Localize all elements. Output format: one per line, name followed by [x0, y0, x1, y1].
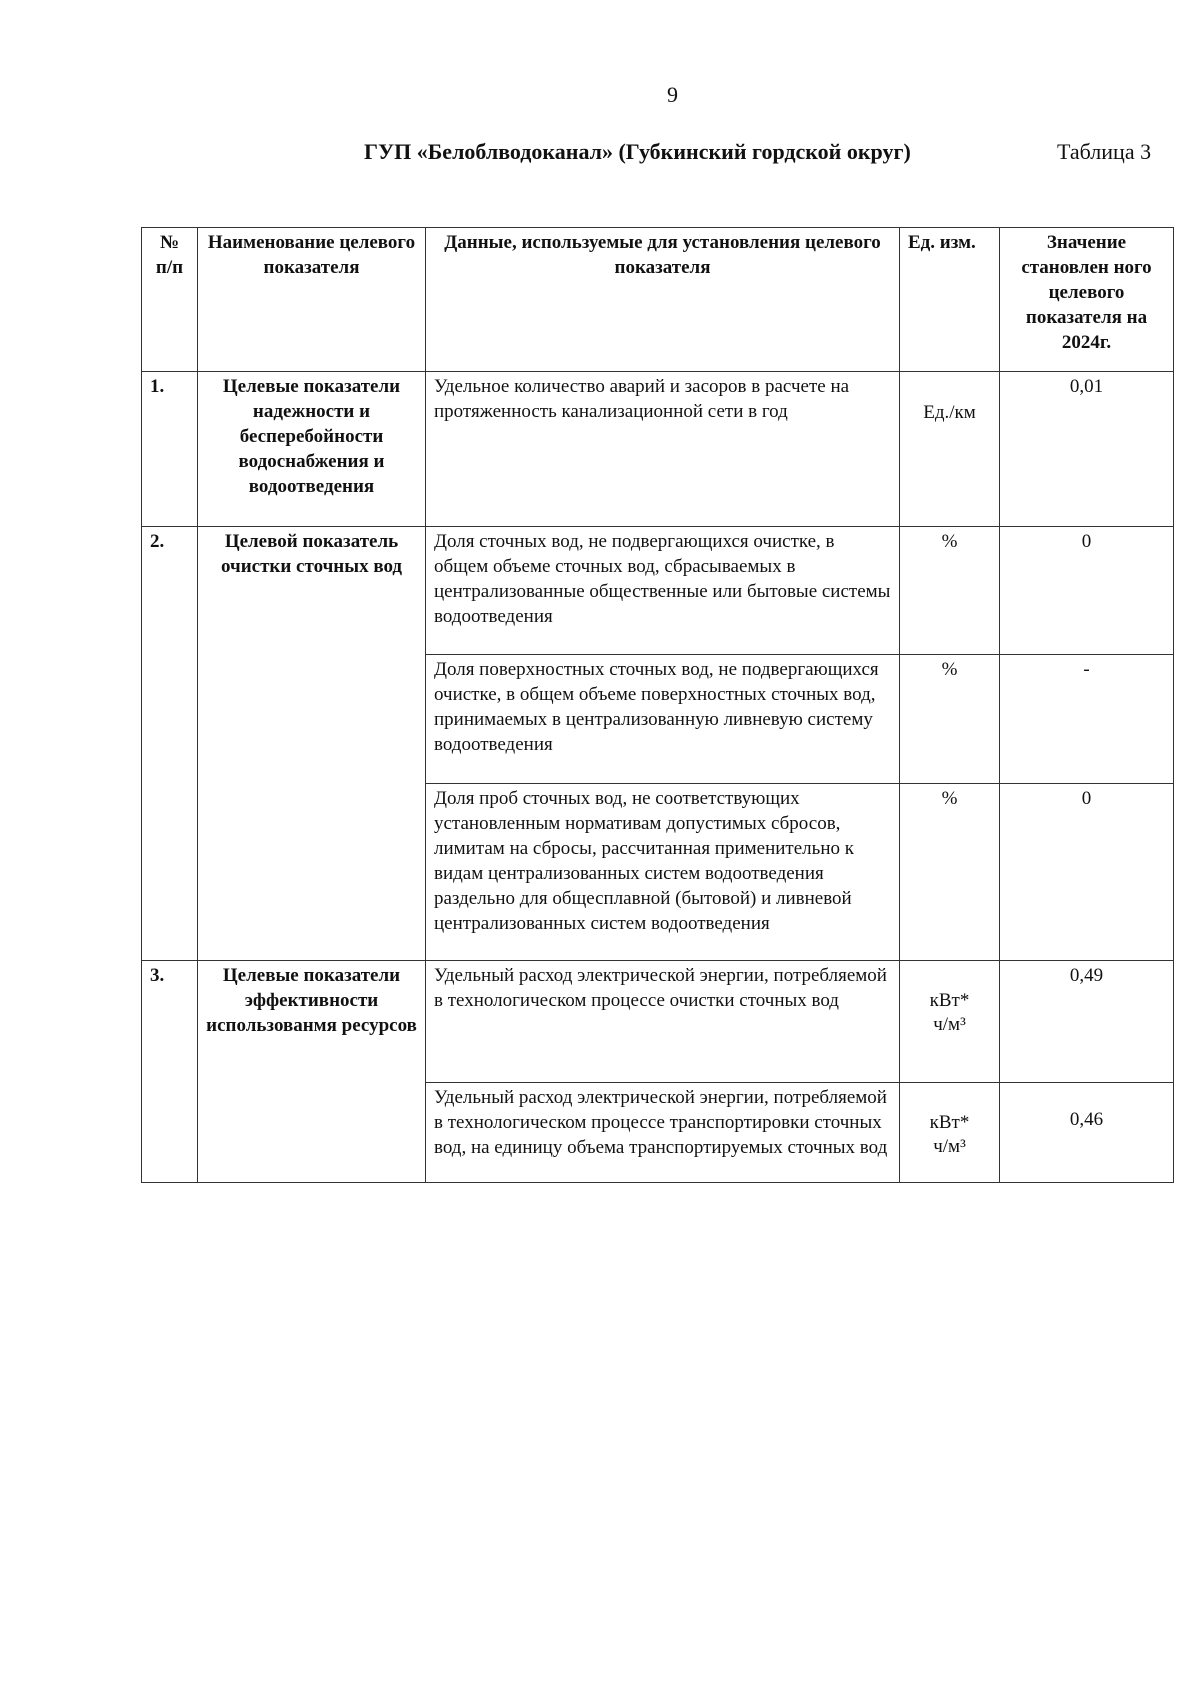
- indicator-name: Целевые показатели надежности и бесперебойности водоснабжения и водоотведения: [198, 372, 426, 527]
- indicator-value: 0: [1000, 527, 1174, 655]
- header-num: № п/п: [142, 228, 198, 372]
- unit-line-1: кВт*: [929, 990, 970, 1011]
- table-header-row: [142, 228, 1174, 372]
- unit-line-2: ч/м³: [933, 1014, 966, 1035]
- row-number: 1.: [142, 372, 198, 527]
- indicator-data: Удельный расход электрической энергии, потребляемой в технологическом процессе транспортировки сточных вод, на единицу объема транспортируемых сточных вод: [426, 1083, 900, 1183]
- indicator-value: 0,49: [1000, 961, 1174, 1083]
- indicator-value: 0,01: [1000, 372, 1174, 527]
- indicator-unit: %: [900, 784, 1000, 961]
- indicator-data: Доля проб сточных вод, не соответствующих установленным нормативам допустимых сбросов, лимитам на сбросы, рассчитанная применительно к видам централизованных систем водоотведения раздельно для общесплавной (бытовой) и ливневой централизованных систем водоотведения: [426, 784, 900, 961]
- table-row: [142, 961, 1174, 1083]
- row-number: 3.: [142, 961, 198, 1183]
- unit-line-1: кВт*: [929, 1112, 970, 1133]
- indicator-value: 0,46: [1000, 1083, 1174, 1183]
- indicator-value: -: [1000, 655, 1174, 784]
- table-row: [142, 372, 1174, 527]
- unit-line-2: ч/м³: [933, 1136, 966, 1157]
- document-heading: ГУП «Белоблводоканал» (Губкинский гордской округ): [364, 139, 911, 164]
- indicator-data: Удельное количество аварий и засоров в расчете на протяженность канализационной сети в год: [426, 372, 900, 527]
- table-row: [142, 527, 1174, 655]
- indicator-name: Целевой показатель очистки сточных вод: [198, 527, 426, 961]
- indicator-name: Целевые показатели эффективности использованмя ресурсов: [198, 961, 426, 1183]
- header-data: Данные, используемые для установления целевого показателя: [426, 228, 900, 372]
- indicator-value: 0: [1000, 784, 1174, 961]
- header-unit: Ед. изм.: [900, 228, 1000, 372]
- row-number: 2.: [142, 527, 198, 961]
- indicator-unit: Ед./км: [900, 372, 1000, 527]
- page-number: 9: [667, 82, 678, 107]
- header-name: Наименование целевого показателя: [198, 228, 426, 372]
- indicator-unit: [900, 961, 1000, 1083]
- indicator-data: Доля поверхностных сточных вод, не подвергающихся очистке, в общем объеме поверхностных сточных вод, принимаемых в централизованную ливневую систему водоотведения: [426, 655, 900, 784]
- table-label: Таблица 3: [1057, 139, 1152, 164]
- indicator-unit: [900, 1083, 1000, 1183]
- indicator-unit: %: [900, 527, 1000, 655]
- target-indicators-table: [141, 227, 1174, 1183]
- indicator-data: Удельный расход электрической энергии, потребляемой в технологическом процессе очистки сточных вод: [426, 961, 900, 1083]
- header-value: Значение становлен ного целевого показателя на 2024г.: [1000, 228, 1174, 372]
- indicator-data: Доля сточных вод, не подвергающихся очистке, в общем объеме сточных вод, сбрасываемых в централизованные общественные или бытовые системы водоотведения: [426, 527, 900, 655]
- indicator-unit: %: [900, 655, 1000, 784]
